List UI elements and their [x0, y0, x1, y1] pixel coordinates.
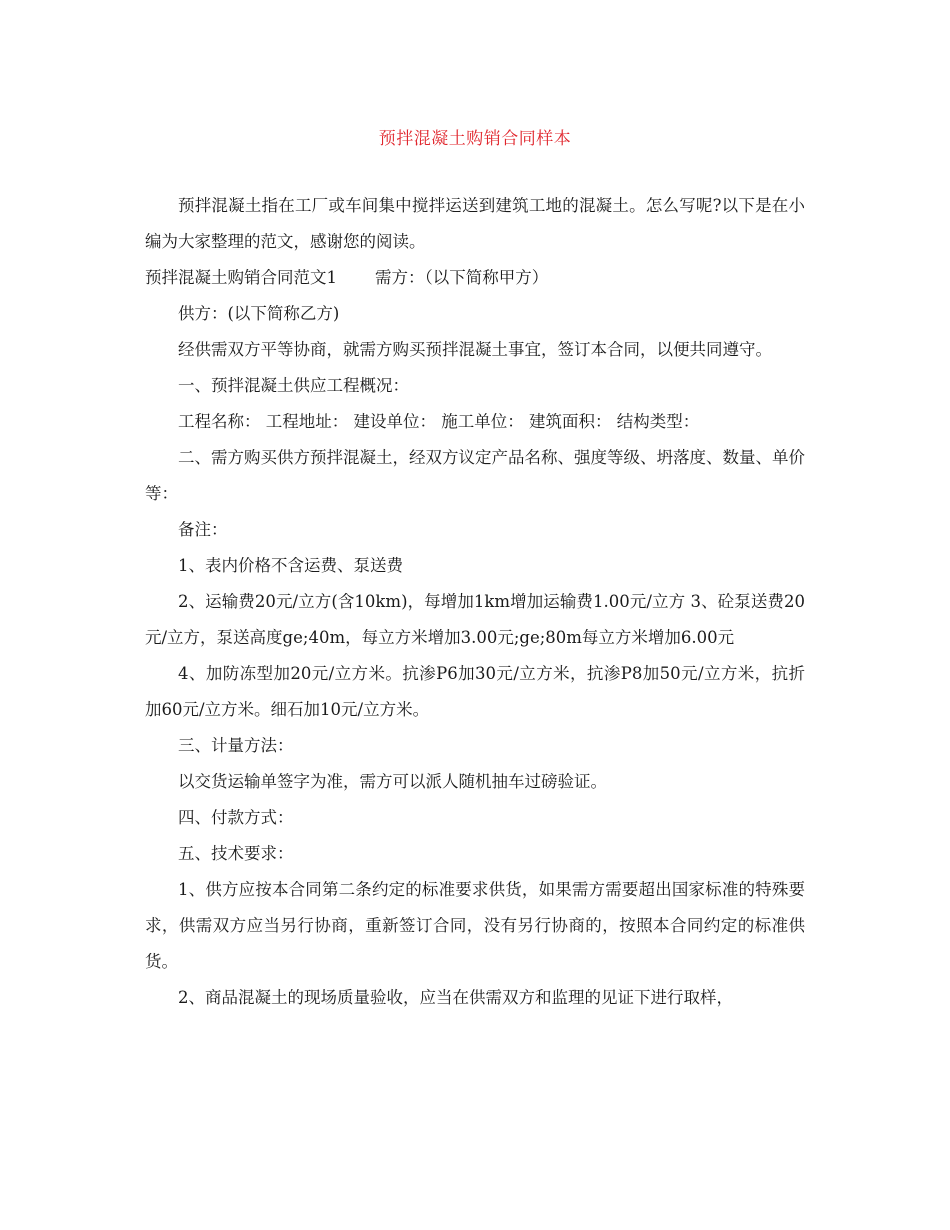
section-heading-technical: 五、技术要求：: [178, 844, 294, 863]
section-heading-purchase: 二、需方购买供方预拌混凝土，经双方议定产品名称、强度等级、坍落度、数量、单价等：: [145, 448, 805, 503]
paragraph-project-fields: 工程名称： 工程地址： 建设单位： 施工单位： 建筑面积： 结构类型：: [178, 412, 700, 431]
remark-item-2: 2、运输费20元/立方(含10km)，每增加1km增加运输费1.00元/立方 3、砼泵送费20元/立方，泵送高度ge;40m，每立方米增加3.00元;ge;80m每立方米增加6.00元: [145, 592, 805, 647]
section-heading-overview: 一、预拌混凝土供应工程概况：: [178, 376, 409, 395]
section-heading-measurement: 三、计量方法：: [178, 736, 294, 755]
document-title: 预拌混凝土购销合同样本: [378, 129, 572, 149]
paragraph-measurement: 以交货运输单签字为准，需方可以派人随机抽车过磅验证。: [178, 772, 607, 791]
remark-item-1: 1、表内价格不含运费、泵送费: [178, 556, 403, 575]
buyer-party: 需方：（以下简称甲方）: [375, 268, 549, 287]
paragraph-agreement: 经供需双方平等协商，就需方购买预拌混凝土事宜，签订本合同，以便共同遵守。: [178, 340, 772, 359]
paragraph-intro: 预拌混凝土指在工厂或车间集中搅拌运送到建筑工地的混凝土。怎么写呢?以下是在小编为大家整理的范文，感谢您的阅读。: [145, 196, 805, 251]
paragraph-remarks-label: 备注：: [178, 520, 228, 539]
technical-item-1: 1、供方应按本合同第二条约定的标准要求供货，如果需方需要超出国家标准的特殊要求，供需双方应当另行协商，重新签订合同，没有另行协商的，按照本合同约定的标准供货。: [145, 880, 805, 971]
paragraph-sample-heading: [145, 260, 805, 296]
section-heading-payment: 四、付款方式：: [178, 808, 294, 827]
paragraph-seller-party: 供方：(以下简称乙方): [178, 304, 340, 323]
document-body: [145, 188, 805, 1016]
technical-item-2: 2、商品混凝土的现场质量验收，应当在供需双方和监理的见证下进行取样，: [178, 988, 733, 1007]
sample-title: 预拌混凝土购销合同范文1: [145, 268, 337, 287]
remark-item-4: 4、加防冻型加20元/立方米。抗渗P6加30元/立方米，抗渗P8加50元/立方米，抗折加60元/立方米。细石加10元/立方米。: [145, 664, 805, 719]
